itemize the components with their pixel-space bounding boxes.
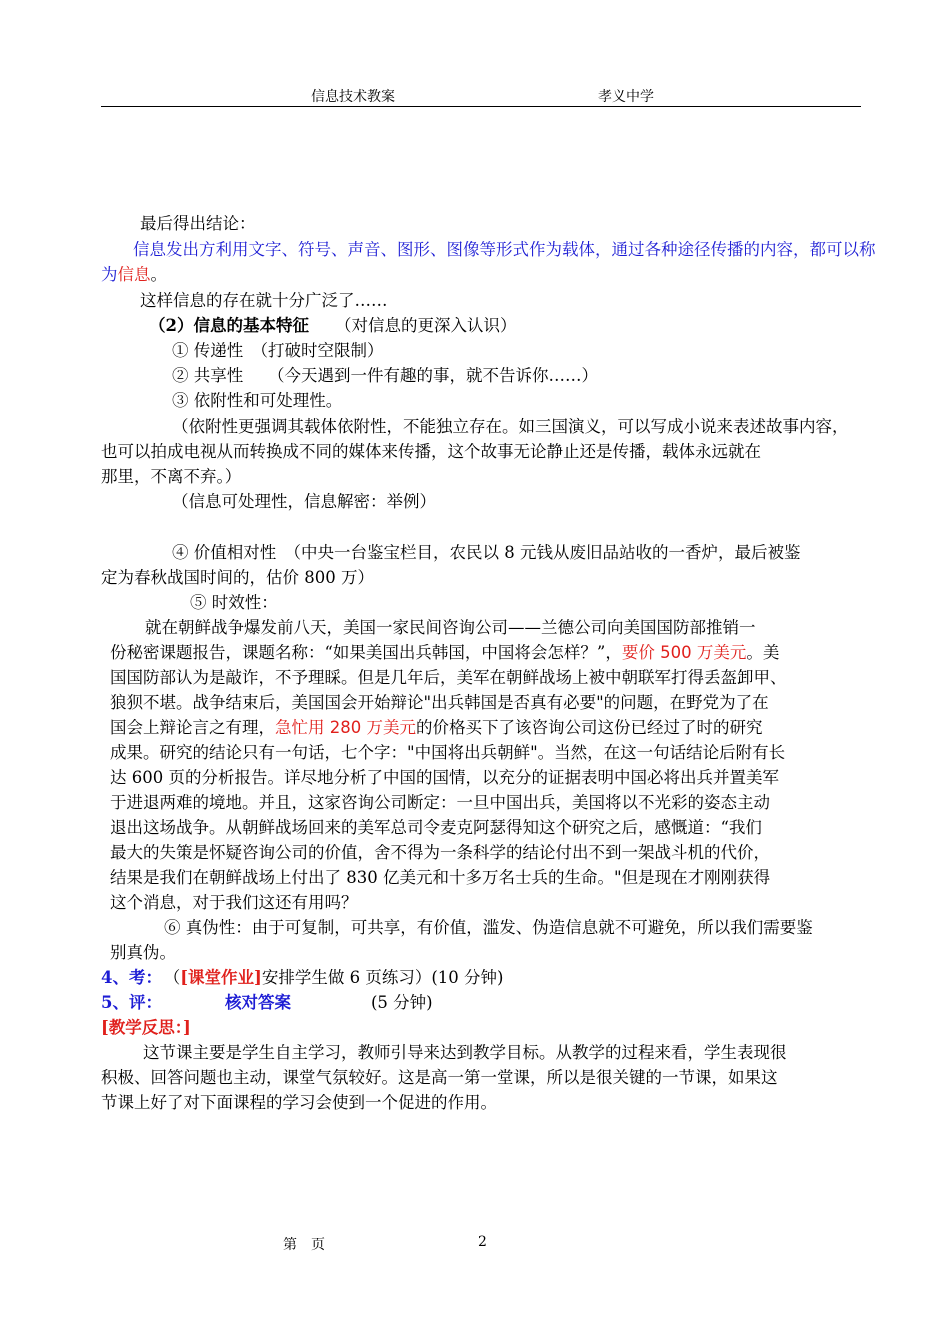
feature-3: ③ 依附性和可处理性。 xyxy=(172,391,343,410)
definition-end: 。 xyxy=(150,265,167,284)
story-text: 份秘密课题报告，课题名称：“如果美国出兵韩国，中国将会怎样？”， xyxy=(110,643,622,662)
feature-5: ⑤ 时效性： xyxy=(190,593,278,612)
reflection-line: 节课上好了对下面课程的学习会使到一个促进的作用。 xyxy=(101,1093,497,1112)
step-4 xyxy=(101,966,503,990)
conclusion-heading: 最后得出结论： xyxy=(140,214,256,233)
story-text: 国会上辩论言之有理， xyxy=(110,718,275,737)
footer-page-number: 2 xyxy=(478,1234,487,1250)
story-text: 。美 xyxy=(746,643,780,662)
homework-text: 安排学生做 6 页练习）(10 分钟) xyxy=(261,968,504,987)
story-line: 就在朝鲜战争爆发前八天，美国一家民间咨询公司——兰德公司向美国国防部推销一 xyxy=(145,618,756,637)
section-heading xyxy=(149,314,516,338)
paragraph-line: 别真伪。 xyxy=(110,943,176,962)
step-5 xyxy=(101,991,433,1015)
step-5-time: (5 分钟) xyxy=(370,993,433,1012)
header-left: 信息技术教案 xyxy=(311,89,395,105)
section-title: （2）信息的基本特征 xyxy=(149,316,309,335)
feature-1: ① 传递性 （打破时空限制） xyxy=(172,341,384,360)
story-line: 达 600 页的分析报告。详尽地分析了中国的国情，以充分的证据表明中国必将出兵并置美军 xyxy=(110,768,779,787)
homework-tag: [课堂作业] xyxy=(180,968,262,987)
reflection-heading: [教学反思：] xyxy=(101,1018,191,1037)
paragraph-line: （依附性更强调其载体依附性，不能独立存在。如三国演义，可以写成小说来表述故事内容， xyxy=(172,417,849,436)
paragraph-line: （信息可处理性，信息解密：举例） xyxy=(172,492,436,511)
paren: （ xyxy=(171,968,181,987)
highlight-price: 要价 500 万美元 xyxy=(621,643,747,662)
story-line: 最大的失策是怀疑咨询公司的价值，舍不得为一条科学的结论付出不到一架战斗机的代价， xyxy=(110,843,770,862)
feature-4: ④ 价值相对性 （中央一台鉴宝栏目，农民以 8 元钱从废旧品站收的一香炉，最后被鉴 xyxy=(172,543,801,562)
step-4-label: 4、考： xyxy=(101,968,162,987)
story-line: 这个消息，对于我们这还有用吗？ xyxy=(110,893,358,912)
header-divider xyxy=(101,106,861,107)
feature-2: ② 共享性 （今天遇到一件有趣的事，就不告诉你……） xyxy=(172,366,598,385)
paragraph-line: 那里，不离不弃。） xyxy=(101,467,242,486)
step-5-label: 5、评： xyxy=(101,993,162,1012)
story-line xyxy=(110,716,762,740)
paragraph-line: 定为春秋战国时间的，估价 800 万） xyxy=(101,568,374,587)
story-line xyxy=(110,641,779,665)
check-answers: 核对答案 xyxy=(224,993,291,1012)
highlight-price: 急忙用 280 万美元 xyxy=(275,718,416,737)
footer-page-label: 第 页 xyxy=(283,1237,325,1253)
story-line: 狼狈不堪。战争结束后，美国国会开始辩论"出兵韩国是否真有必要"的问题，在野党为了在 xyxy=(110,693,769,712)
definition-line-2 xyxy=(101,263,167,287)
definition-prefix: 为 xyxy=(101,265,118,284)
definition-line-1: 信息发出方利用文字、符号、声音、图形、图像等形式作为载体，通过各种途径传播的内容，都可以称 xyxy=(133,240,876,259)
definition-term: 信息 xyxy=(117,265,151,284)
story-line: 国国防部认为是敲诈，不予理睬。但是几年后，美军在朝鲜战场上被中朝联军打得丢盔卸甲、 xyxy=(110,668,787,687)
header-right: 孝义中学 xyxy=(598,89,654,105)
reflection-line: 积极、回答问题也主动，课堂气氛较好。这是高一第一堂课，所以是很关键的一节课，如果这 xyxy=(101,1068,778,1087)
section-note: （对信息的更深入认识） xyxy=(334,316,517,335)
story-line: 结果是我们在朝鲜战场上付出了 830 亿美元和十多万名士兵的生命。"但是现在才刚刚获得 xyxy=(110,868,771,887)
story-line: 退出这场战争。从朝鲜战场回来的美军总司令麦克阿瑟得知这个研究之后，感慨道：“我们 xyxy=(110,818,762,837)
story-text: 的价格买下了该咨询公司这份已经过了时的研究 xyxy=(415,718,763,737)
paragraph-line: 也可以拍成电视从而转换成不同的媒体来传播，这个故事无论静止还是传播，载体永远就在 xyxy=(101,442,761,461)
paragraph-line: 这样信息的存在就十分广泛了…… xyxy=(140,291,388,310)
reflection-line: 这节课主要是学生自主学习，教师引导来达到教学目标。从教学的过程来看，学生表现很 xyxy=(143,1043,787,1062)
feature-6: ⑥ 真伪性：由于可复制，可共享，有价值，滥发、伪造信息就不可避免，所以我们需要鉴 xyxy=(164,918,813,937)
story-line: 成果。研究的结论只有一句话，七个字："中国将出兵朝鲜"。当然，在这一句话结论后附有长 xyxy=(110,743,786,762)
story-line: 于进退两难的境地。并且，这家咨询公司断定：一旦中国出兵，美国将以不光彩的姿态主动 xyxy=(110,793,770,812)
